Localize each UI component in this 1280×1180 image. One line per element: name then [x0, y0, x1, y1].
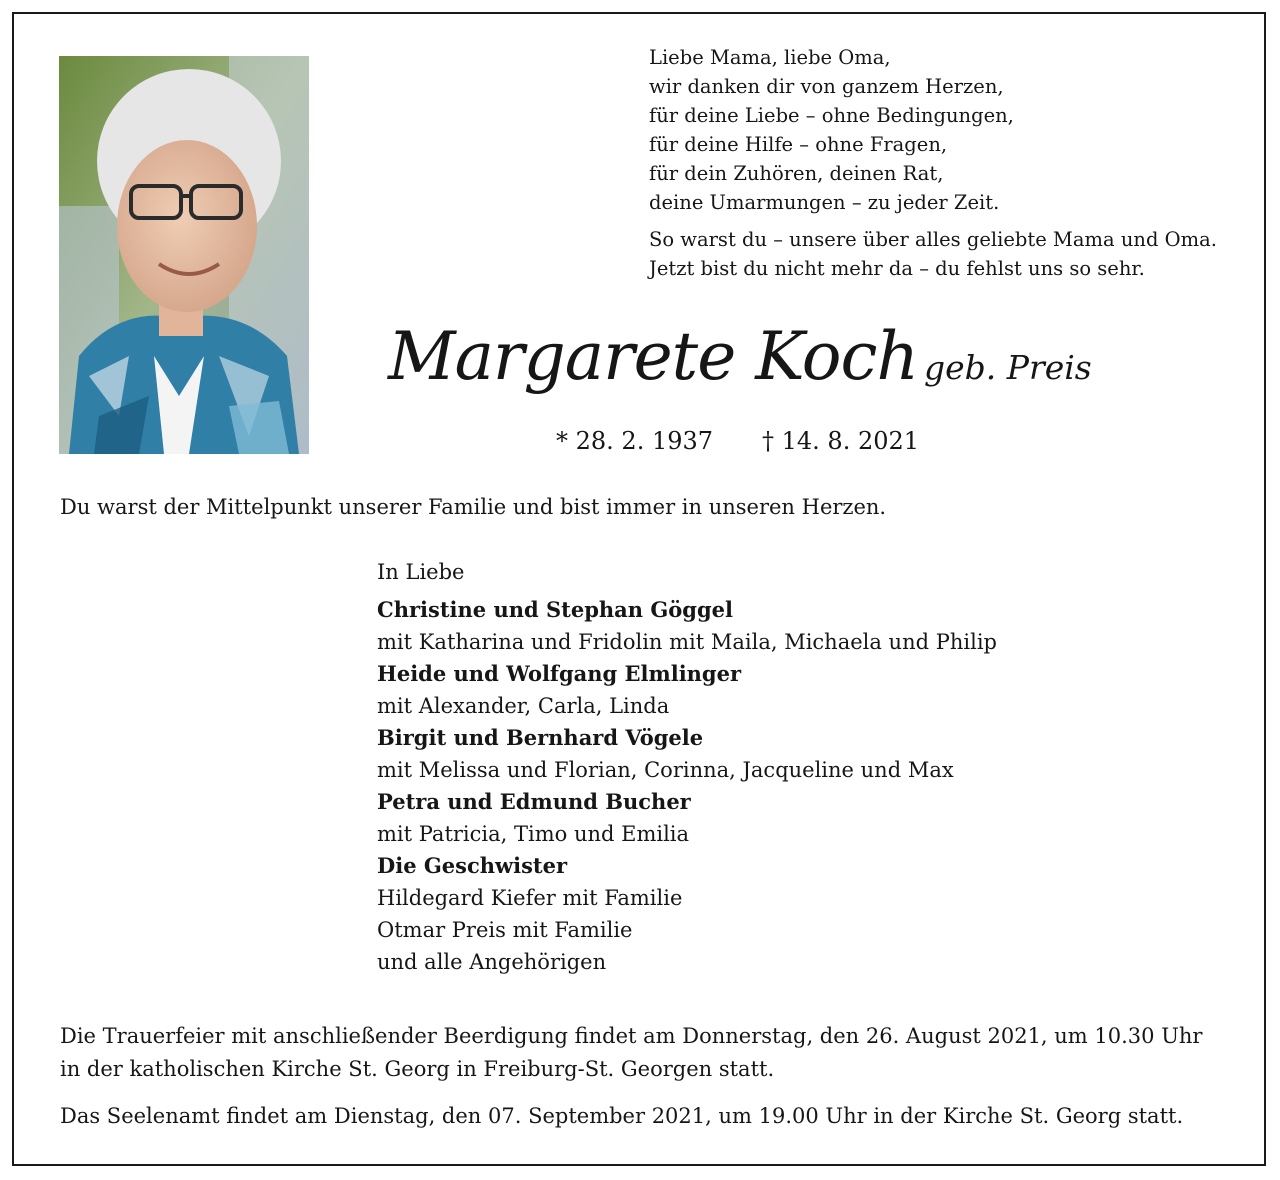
family-member-detail: und alle Angehörigen: [377, 950, 607, 974]
tagline: Du warst der Mittelpunkt unserer Familie und bist immer in unseren Herzen.: [60, 495, 887, 519]
family-heading: In Liebe: [377, 560, 465, 584]
funeral-notice: [60, 1020, 1202, 1086]
family-list: [377, 556, 997, 978]
family-member-detail: mit Alexander, Carla, Linda: [377, 694, 670, 718]
poem-line: wir danken dir von ganzem Herzen,: [649, 75, 1004, 98]
poem-line: Jetzt bist du nicht mehr da – du fehlst uns so sehr.: [649, 257, 1145, 280]
poem-line: deine Umarmungen – zu jeder Zeit.: [649, 191, 1000, 214]
family-member-detail: Hildegard Kiefer mit Familie: [377, 886, 683, 910]
poem-line: für deine Hilfe – ohne Fragen,: [649, 133, 948, 156]
funeral-line: Die Trauerfeier mit anschließender Beerdigung findet am Donnerstag, den 26. August 2021, um 10.30 Uhr: [60, 1024, 1203, 1048]
deceased-name: Margarete Koch: [388, 318, 918, 395]
portrait-photo: [59, 56, 309, 454]
birth-name: geb. Preis: [923, 348, 1092, 387]
memorial-poem: [649, 43, 1217, 283]
family-member-name: Birgit und Bernhard Vögele: [377, 725, 704, 750]
poem-line: So warst du – unsere über alles geliebte Mama und Oma.: [649, 228, 1217, 251]
family-member-detail: mit Melissa und Florian, Corinna, Jacqueline und Max: [377, 758, 954, 782]
family-member-name: Petra und Edmund Bucher: [377, 789, 691, 814]
birth-date: * 28. 2. 1937: [556, 427, 714, 455]
poem-line: für deine Liebe – ohne Bedingungen,: [649, 104, 1014, 127]
requiem-notice: Das Seelenamt findet am Dienstag, den 07. September 2021, um 19.00 Uhr in der Kirche St. Georg statt.: [60, 1104, 1184, 1128]
poem-line: Liebe Mama, liebe Oma,: [649, 46, 891, 69]
family-member-name: Christine und Stephan Göggel: [377, 597, 734, 622]
family-lines: [377, 594, 997, 978]
family-member-name: Die Geschwister: [377, 853, 568, 878]
family-member-detail: mit Patricia, Timo und Emilia: [377, 822, 690, 846]
funeral-line: in der katholischen Kirche St. Georg in Freiburg-St. Georgen statt.: [60, 1057, 775, 1081]
poem-stanza-1: [649, 43, 1217, 217]
poem-line: für dein Zuhören, deinen Rat,: [649, 162, 944, 185]
deceased-name-block: [388, 318, 1092, 395]
family-member-detail: mit Katharina und Fridolin mit Maila, Michaela und Philip: [377, 630, 997, 654]
death-date: † 14. 8. 2021: [762, 427, 920, 455]
family-member-detail: Otmar Preis mit Familie: [377, 918, 633, 942]
poem-stanza-2: [649, 225, 1217, 283]
family-member-name: Heide und Wolfgang Elmlinger: [377, 661, 742, 686]
